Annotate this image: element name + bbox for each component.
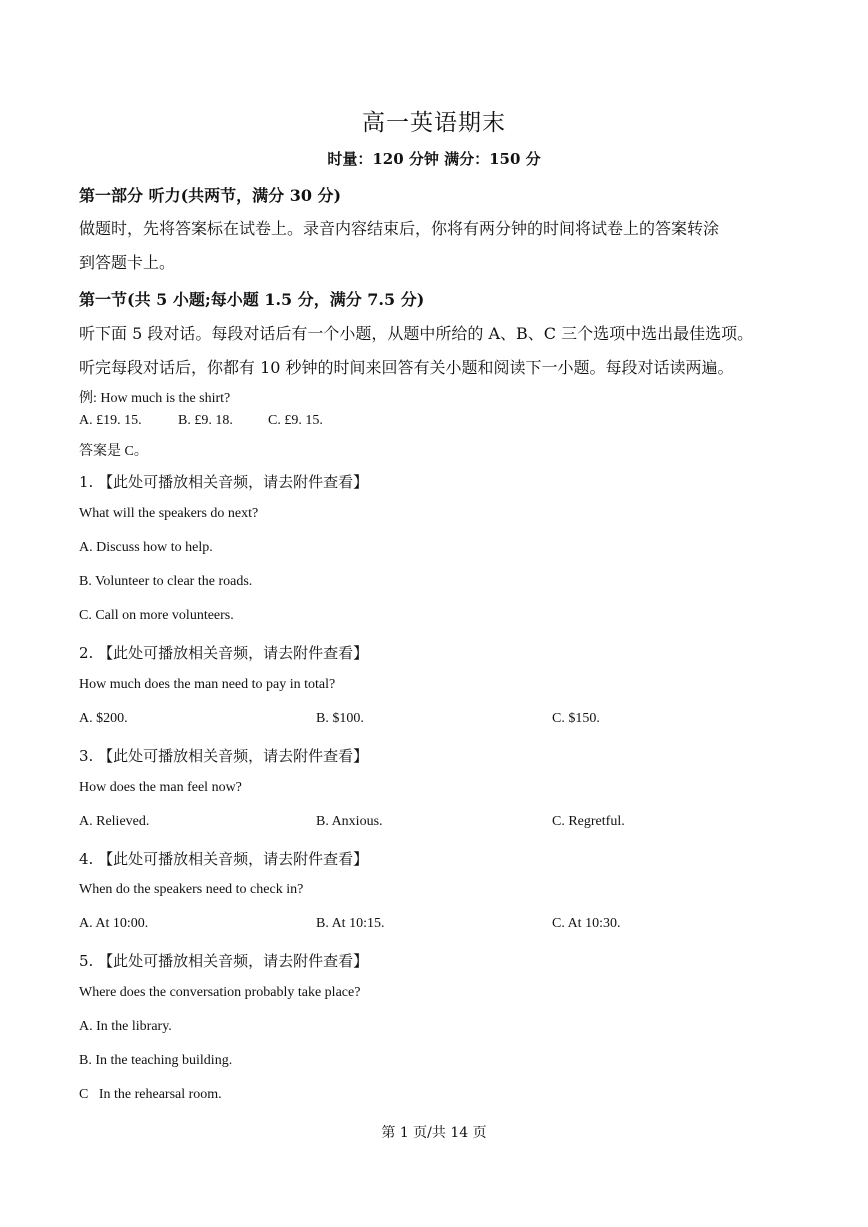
section-instruction-line-1: 听下面 5 段对话。每段对话后有一个小题，从题中所给的 A、B、C 三个选项中选出最佳选项。	[79, 324, 754, 343]
example-option-b: B. £9. 18.	[178, 413, 233, 428]
question-3-option-c: C. Regretful.	[552, 814, 625, 829]
question-5-option-c: C In the rehearsal room.	[79, 1087, 222, 1102]
part-instruction-line-2: 到答题卡上。	[79, 253, 176, 272]
question-4-text: When do the speakers need to check in?	[79, 882, 304, 897]
question-3-audio-note: 3. 【此处可播放相关音频，请去附件查看】	[79, 747, 369, 765]
question-1-text: What will the speakers do next?	[79, 506, 259, 521]
part-instruction-line-1: 做题时，先将答案标在试卷上。录音内容结束后，你将有两分钟的时间将试卷上的答案转涂	[79, 219, 720, 238]
question-2-option-b: B. $100.	[316, 711, 364, 726]
exam-time-score: 时量：120 分钟 满分：150 分	[327, 150, 541, 168]
question-2-option-a: A. $200.	[79, 711, 128, 726]
part-heading: 第一部分 听力(共两节，满分 30 分)	[79, 186, 342, 205]
question-2-audio-note: 2. 【此处可播放相关音频，请去附件查看】	[79, 644, 369, 662]
question-1-option-b: B. Volunteer to clear the roads.	[79, 574, 253, 589]
example-answer: 答案是 C。	[79, 444, 148, 459]
question-3-option-a: A. Relieved.	[79, 814, 150, 829]
question-2-option-c: C. $150.	[552, 711, 600, 726]
question-3-text: How does the man feel now?	[79, 780, 242, 795]
question-5-option-a: A. In the library.	[79, 1019, 172, 1034]
question-1-audio-note: 1. 【此处可播放相关音频，请去附件查看】	[79, 473, 369, 491]
question-4-option-c: C. At 10:30.	[552, 916, 621, 931]
question-4-option-b: B. At 10:15.	[316, 916, 385, 931]
section-heading: 第一节(共 5 小题;每小题 1.5 分，满分 7.5 分)	[79, 290, 425, 309]
question-2-text: How much does the man need to pay in total?	[79, 677, 336, 692]
question-4-audio-note: 4. 【此处可播放相关音频，请去附件查看】	[79, 850, 369, 868]
example-option-a: A. £19. 15.	[79, 413, 142, 428]
question-4-option-a: A. At 10:00.	[79, 916, 149, 931]
page-number: 第 1 页/共 14 页	[381, 1125, 487, 1141]
question-5-option-b: B. In the teaching building.	[79, 1053, 233, 1068]
page-title: 高一英语期末	[362, 110, 506, 136]
example-option-c: C. £9. 15.	[268, 413, 323, 428]
question-5-text: Where does the conversation probably take place?	[79, 985, 361, 1000]
question-3-option-b: B. Anxious.	[316, 814, 383, 829]
question-1-option-c: C. Call on more volunteers.	[79, 608, 234, 623]
question-1-option-a: A. Discuss how to help.	[79, 540, 213, 555]
example-question: 例: How much is the shirt?	[79, 391, 231, 406]
section-instruction-line-2: 听完每段对话后，你都有 10 秒钟的时间来回答有关小题和阅读下一小题。每段对话读两遍。	[79, 358, 734, 377]
question-5-audio-note: 5. 【此处可播放相关音频，请去附件查看】	[79, 952, 369, 970]
